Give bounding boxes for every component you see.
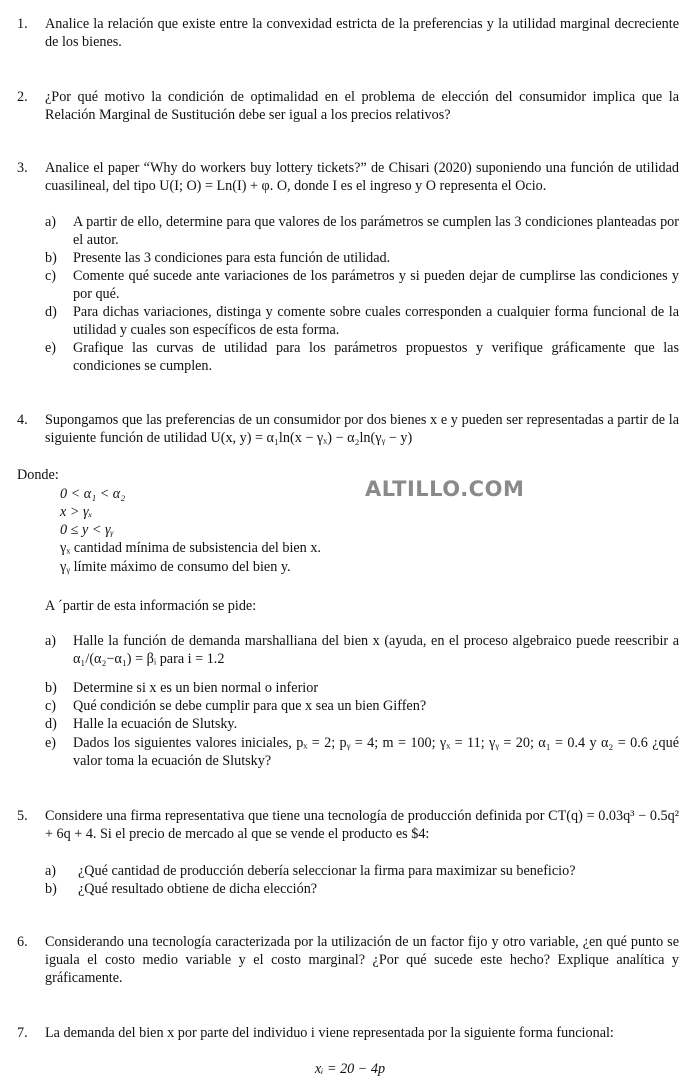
watermark: ALTILLO.COM	[365, 477, 525, 501]
item-text: Para dichas variaciones, distinga y comente sobre cuales corresponden a cualquier forma funcional de la utilidad y cuales son específicos de esta forma.	[73, 304, 679, 338]
item-label: b)	[45, 680, 57, 696]
item-label: c)	[45, 698, 57, 714]
item-label: a)	[45, 863, 57, 879]
question-number: 7.	[17, 1025, 28, 1041]
condition: x > γₓ	[60, 504, 93, 520]
item-text: Halle la función de demanda marshalliana del bien x (ayuda, en el proceso algebraico puede reescribir a α₁/(α₂−α₁) = βᵢ para i = 1.2	[73, 633, 679, 667]
question-text: Supongamos que las preferencias de un consumidor por dos bienes x e y pueden ser representadas a partir de la siguiente función de utilidad U(x, y) = α₁ln(x − γₓ) − α₂ln(γᵧ − y)	[45, 412, 679, 446]
condition: 0 ≤ y < γᵧ	[60, 522, 114, 538]
item-label: e)	[45, 735, 57, 751]
item-text: ¿Qué cantidad de producción debería seleccionar la firma para maximizar su beneficio?	[78, 863, 576, 879]
item-text: Halle la ecuación de Slutsky.	[73, 716, 238, 732]
question-number: 1.	[17, 16, 28, 32]
question-text: Analice la relación que existe entre la convexidad estricta de la preferencias y la utilidad marginal decreciente de los bienes.	[45, 16, 679, 50]
item-text: Determine si x es un bien normal o inferior	[73, 680, 319, 696]
condition: γₓ cantidad mínima de subsistencia del bien x.	[60, 540, 321, 556]
item-text: ¿Qué resultado obtiene de dicha elección?	[78, 881, 318, 897]
question-text: Considerando una tecnología caracterizada por la utilización de un factor fijo y otro variable, ¿en qué punto se iguala el costo medio variable y el costo marginal? ¿Por qué sucede este hecho? Explique analítica y gráficamente.	[45, 934, 679, 986]
item-text: Grafique las curvas de utilidad para los parámetros propuestos y verifique gráficamente que las condiciones se cumplen.	[73, 340, 679, 374]
item-label: c)	[45, 268, 57, 284]
question-number: 4.	[17, 412, 28, 428]
question-number: 5.	[17, 808, 28, 824]
condition: 0 < α₁ < α₂	[60, 486, 126, 502]
item-label: d)	[45, 716, 57, 732]
item-label: a)	[45, 633, 57, 649]
question-text: Analice el paper “Why do workers buy lottery tickets?” de Chisari (2020) suponiendo una función de utilidad cuasilineal, del tipo U(I; O) = Ln(I) + φ. O, donde I es el ingreso y O representa el Ocio.	[45, 160, 679, 194]
item-text: Comente qué sucede ante variaciones de los parámetros y si pueden dejar de cumplirse las condiciones y por qué.	[73, 268, 679, 302]
item-text: A partir de ello, determine para que valores de los parámetros se cumplen las 3 condiciones planteadas por el autor.	[73, 214, 679, 248]
question-text: Considere una firma representativa que tiene una tecnología de producción definida por CT(q) = 0.03q³ − 0.5q² + 6q + 4. Si el precio de mercado al que se vende el producto es $4:	[45, 808, 679, 842]
question-number: 6.	[17, 934, 28, 950]
intro-text: A ´partir de esta información se pide:	[45, 598, 257, 614]
item-text: Qué condición se debe cumplir para que x sea un bien Giffen?	[73, 698, 427, 714]
item-label: d)	[45, 304, 57, 320]
item-label: a)	[45, 214, 57, 230]
item-label: b)	[45, 881, 57, 897]
donde-label: Donde:	[17, 467, 59, 483]
item-text: Dados los siguientes valores iniciales, pₓ = 2; pᵧ = 4; m = 100; γₓ = 11; γᵧ = 20; α₁ = 0.4 y α₂ = 0.6 ¿qué valor toma la ecuación de Slutsky?	[73, 735, 679, 769]
item-text: Presente las 3 condiciones para esta función de utilidad.	[73, 250, 391, 266]
item-label: e)	[45, 340, 57, 356]
item-label: b)	[45, 250, 57, 266]
question-text: La demanda del bien x por parte del individuo i viene representada por la siguiente forma funcional:	[45, 1025, 614, 1041]
formula: xᵢ = 20 − 4p	[314, 1061, 386, 1077]
question-text: ¿Por qué motivo la condición de optimalidad en el problema de elección del consumidor implica que la Relación Marginal de Sustitución debe ser igual a los precios relativos?	[45, 89, 679, 123]
question-number: 3.	[17, 160, 28, 176]
question-number: 2.	[17, 89, 28, 105]
condition: γᵧ límite máximo de consumo del bien y.	[60, 559, 291, 575]
